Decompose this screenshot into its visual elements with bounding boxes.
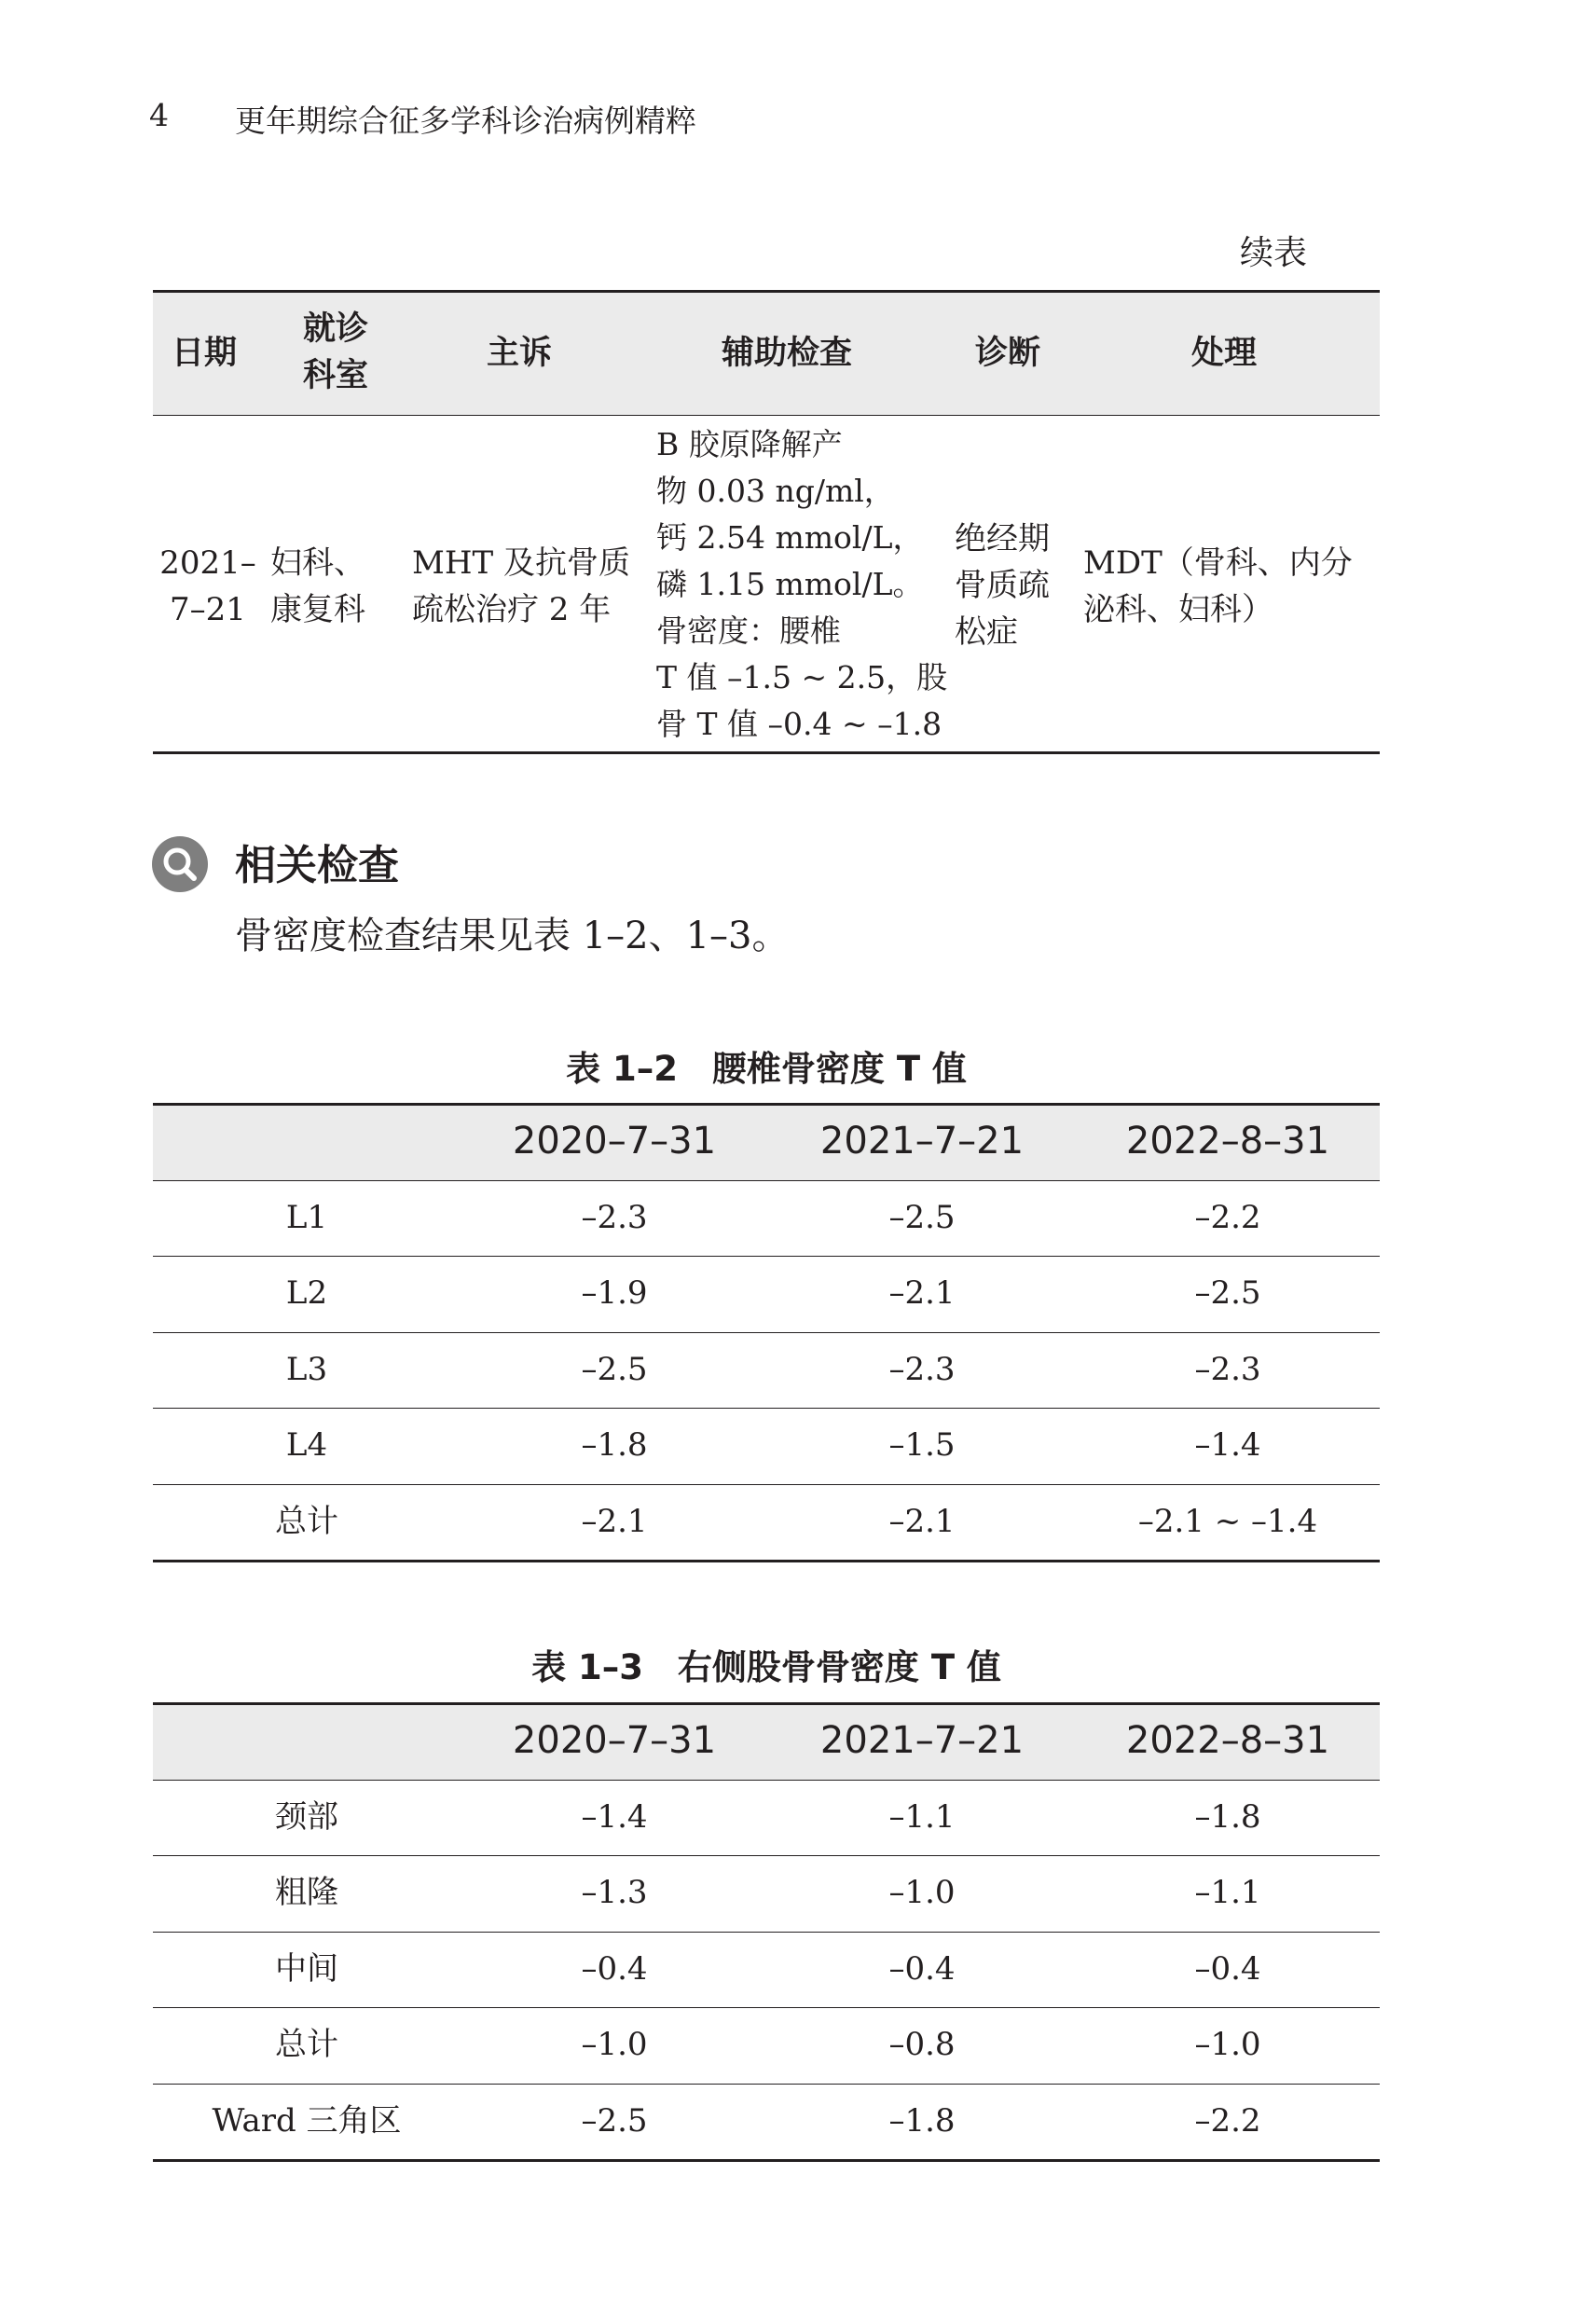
- table-cell: –1.0: [888, 1874, 956, 1911]
- table-cell: –2.3: [581, 1198, 648, 1236]
- table-cell: –1.8: [1194, 1797, 1261, 1836]
- table_lumbar-col-header: [153, 1104, 461, 1178]
- table-row: [153, 1408, 1380, 1482]
- row-label: 总计: [275, 2026, 338, 2063]
- visit-department: 妇科、 康复科: [270, 544, 365, 628]
- table-cell: –2.1: [581, 1502, 648, 1540]
- table-cell: –1.0: [581, 2026, 648, 2063]
- continued-label: 续表: [1240, 234, 1308, 272]
- visit-tests: B 胶原降解产 物 0.03 ng/ml， 钙 2.54 mmol/L， 磷 1.15 mmol/L。 骨密度：腰椎 T 值 –1.5 ~ 2.5，股 骨 T 值 –0.4 ~ –1.8: [656, 426, 948, 742]
- visit-table-top-rule: [153, 290, 1380, 293]
- row-label: Ward 三角区: [212, 2101, 402, 2140]
- table-cell: –0.4: [888, 1949, 956, 1988]
- table_lumbar-bottom-rule: [153, 1560, 1380, 1562]
- table-cell: –2.1: [888, 1502, 956, 1540]
- table-cell: –2.3: [888, 1350, 956, 1388]
- table-cell: –2.5: [1194, 1274, 1261, 1312]
- table-cell: –1.4: [581, 1797, 648, 1836]
- table-cell: –1.8: [888, 2101, 956, 2140]
- table-femur-caption: 表 1–3 右侧股骨骨密度 T 值: [531, 1647, 1001, 1687]
- table-row: [153, 1484, 1380, 1559]
- visit-treatment: MDT（骨科、内分 泌科、妇科）: [1083, 544, 1353, 628]
- visit-diagnosis: 绝经期 骨质疏 松症: [955, 520, 1050, 651]
- row-label: L4: [285, 1426, 328, 1464]
- table-cell: –2.1: [888, 1274, 956, 1312]
- table-row: [153, 1855, 1380, 1930]
- row-label: 粗隆: [275, 1874, 338, 1911]
- table-cell: –2.3: [1194, 1350, 1261, 1388]
- table-cell: –2.5: [581, 1350, 648, 1388]
- table_femur-col-header: 2020–7–31: [512, 1719, 717, 1762]
- row-label: 中间: [275, 1949, 338, 1988]
- row-label: 总计: [275, 1502, 338, 1540]
- table-cell: –1.5: [888, 1426, 956, 1464]
- row-label: L3: [285, 1350, 328, 1388]
- table-cell: –1.1: [1194, 1874, 1261, 1911]
- page-number: 4: [149, 97, 169, 133]
- table-lumbar-caption: 表 1–2 腰椎骨密度 T 值: [566, 1049, 967, 1089]
- table-cell: –1.1: [888, 1797, 956, 1836]
- table-cell: –1.8: [581, 1426, 648, 1464]
- col-header-complaint: 主诉: [487, 335, 553, 372]
- table-cell: –2.2: [1194, 1198, 1261, 1236]
- table_femur-col-header: 2021–7–21: [819, 1719, 1025, 1762]
- table-cell: –0.8: [888, 2026, 956, 2063]
- table-cell: –1.0: [1194, 2026, 1261, 2063]
- table_lumbar-col-header: 2022–8–31: [1125, 1120, 1330, 1163]
- table-row: [153, 2084, 1380, 2158]
- table-row: [153, 2007, 1380, 2082]
- table_femur-col-header: 2022–8–31: [1125, 1719, 1330, 1762]
- table-cell: –1.9: [581, 1274, 648, 1312]
- table_lumbar-col-header: 2020–7–31: [512, 1120, 717, 1163]
- table-row: [153, 1932, 1380, 2006]
- col-header-tests: 辅助检查: [722, 335, 853, 372]
- book-title: 更年期综合征多学科诊治病例精粹: [235, 103, 696, 139]
- table-row: [153, 1256, 1380, 1330]
- table-row: [153, 1332, 1380, 1407]
- table_lumbar-col-header: 2021–7–21: [819, 1120, 1025, 1163]
- table-cell: –1.3: [581, 1874, 648, 1911]
- table-cell: –0.4: [581, 1949, 648, 1988]
- table-row: [153, 1180, 1380, 1255]
- col-header-date: 日期: [172, 335, 238, 372]
- table-cell: –1.4: [1194, 1426, 1261, 1464]
- table_femur-bottom-rule: [153, 2159, 1380, 2162]
- visit-table-header-rule: [153, 415, 1380, 416]
- visit-date: 2021– 7–21: [159, 544, 256, 628]
- table-cell: –2.2: [1194, 2101, 1261, 2140]
- section-body: 骨密度检查结果见表 1–2、1–3。: [235, 915, 790, 957]
- table-cell: –2.5: [581, 2101, 648, 2140]
- visit-complaint: MHT 及抗骨质 疏松治疗 2 年: [412, 544, 630, 628]
- col-header-treatment: 处理: [1191, 335, 1258, 372]
- row-label: 颈部: [275, 1797, 338, 1836]
- magnifier-icon: [151, 835, 209, 893]
- col-header-diagnosis: 诊断: [975, 335, 1041, 372]
- table-cell: –2.1 ~ –1.4: [1137, 1502, 1318, 1540]
- row-label: L1: [285, 1198, 328, 1236]
- table-cell: –0.4: [1194, 1949, 1261, 1988]
- visit-table-bottom-rule: [153, 751, 1380, 754]
- table-cell: –2.5: [888, 1198, 956, 1236]
- table_femur-col-header: [153, 1703, 461, 1778]
- table_femur-header-row: [153, 1703, 1380, 1778]
- table_lumbar-header-row: [153, 1104, 1380, 1178]
- row-label: L2: [285, 1274, 328, 1312]
- col-header-department: 就诊 科室: [302, 310, 368, 394]
- table-row: [153, 1780, 1380, 1854]
- section-title: 相关检查: [235, 842, 399, 889]
